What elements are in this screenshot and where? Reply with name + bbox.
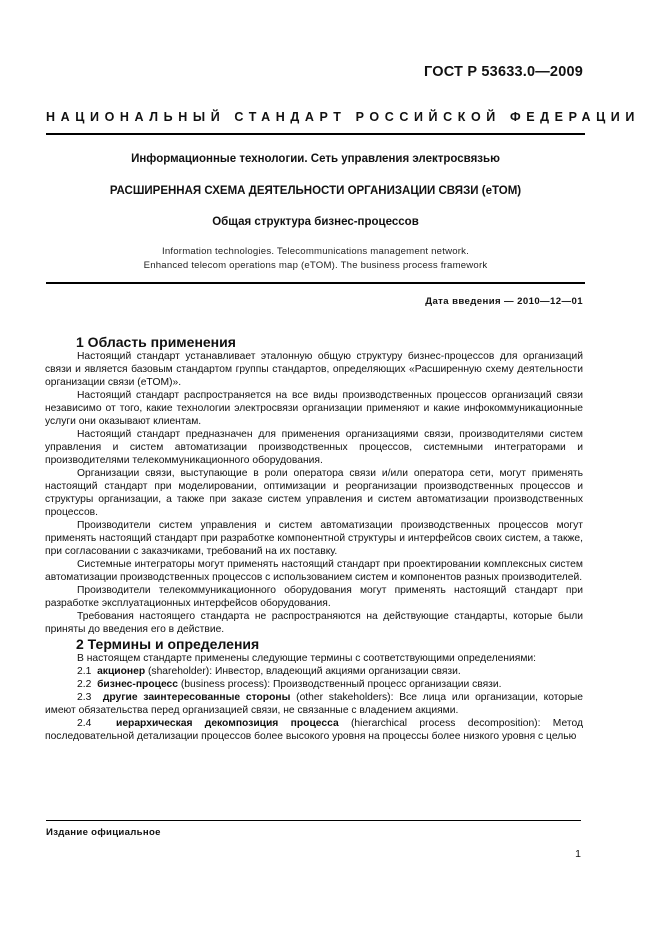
section-2-intro: В настоящем стандарте применены следующие термины с соответствующими определениями: <box>77 653 537 664</box>
term-text: (other stakeholders): Все лица или организации, которые имеют обязательства перед организацией связи, не связанные с владением акциями. <box>45 692 583 716</box>
term-name: бизнес-процесс <box>97 679 179 690</box>
term-definition <box>45 717 583 743</box>
term-name: иерархическая декомпозиция процесса <box>115 718 339 729</box>
term-text: (shareholder): Инвестор, владеющий акциями организации связи. <box>145 666 461 677</box>
title-line-1: Информационные технологии. Сеть управления электросвязью <box>131 153 500 165</box>
section-2-body <box>45 652 583 743</box>
footer-rule <box>46 820 581 821</box>
paragraph: Настоящий стандарт устанавливает эталонную общую структуру бизнес-процессов для организаций связи и является базовым стандартом группы стандартов, определяющих «Расширенную схему деятельности организации связи (eTOM)». <box>45 351 583 388</box>
term-definition <box>45 678 583 691</box>
paragraph: Настоящий стандарт предназначен для применения организациями связи, производителями систем управления и систем автоматизации производственных процессов, системными интеграторами и производителями телекоммуникационного оборудования. <box>45 429 583 466</box>
paragraph: Требования настоящего стандарта не распространяются на действующие стандарты, которые были приняты до введения его в действие. <box>45 611 583 635</box>
term-definition <box>45 691 583 717</box>
paragraph: Настоящий стандарт распространяется на все виды производственных процессов организаций связи независимо от того, какие технологии электросвязи организации применяют и какие инфокоммуникационные услуги они оказывают клиентам. <box>45 390 583 427</box>
term-number: 2.2 <box>77 679 92 690</box>
term-text: (hierarchical process decomposition): Метод последовательной детализации процессов более высокого уровня на процессы более низкого уровня с целью <box>45 718 583 742</box>
paragraph: Производители систем управления и систем автоматизации производственных процессов могут применять настоящий стандарт при разработке компонентной структуры и интерфейсов своих систем, а также, при согласовании с заказчиками, требований на их поставку. <box>45 520 583 557</box>
english-title-1: Information technologies. Telecommunications management network. <box>162 246 469 257</box>
edition-label: Издание официальное <box>46 827 161 838</box>
title-line-2: РАСШИРЕННАЯ СХЕМА ДЕЯТЕЛЬНОСТИ ОРГАНИЗАЦИИ СВЯЗИ (eTOM) <box>109 185 522 197</box>
gost-number: ГОСТ Р 53633.0—2009 <box>424 64 583 80</box>
term-number: 2.3 <box>77 692 92 703</box>
term-number: 2.4 <box>77 718 92 729</box>
paragraph: Системные интеграторы могут применять настоящий стандарт при проектировании комплексных систем автоматизации производственных процессов с использованием систем и компонентов разных производителей. <box>45 559 583 583</box>
term-definition <box>45 665 583 678</box>
national-standard-banner: НАЦИОНАЛЬНЫЙ СТАНДАРТ РОССИЙСКОЙ ФЕДЕРАЦИИ <box>46 110 640 124</box>
term-text: (business process): Производственный процесс организации связи. <box>178 679 502 690</box>
introduction-date: Дата введения — 2010—12—01 <box>425 296 583 307</box>
paragraph: Организации связи, выступающие в роли оператора связи и/или оператора сети, могут применять настоящий стандарт при моделировании, оптимизации и реорганизации производственных процессов и структуры организации, а также при заказе систем управления и систем автоматизации производственных процессов. <box>45 468 583 518</box>
title-rule <box>46 282 585 284</box>
term-name: акционер <box>97 666 146 677</box>
document-body <box>45 334 583 743</box>
section-1-heading: 1 Область применения <box>76 334 236 350</box>
header-rule <box>46 133 585 135</box>
paragraph: Производители телекоммуникационного оборудования могут применять настоящий стандарт при разработке эксплуатационных интерфейсов оборудования. <box>45 585 583 609</box>
english-title-2: Enhanced telecom operations map (eTOM). The business process framework <box>143 260 488 271</box>
section-1-body <box>45 350 583 636</box>
term-name: другие заинтересованные стороны <box>102 692 291 703</box>
term-number: 2.1 <box>77 666 92 677</box>
section-2-heading: 2 Термины и определения <box>76 636 260 652</box>
page-number: 1 <box>575 848 581 860</box>
title-block <box>46 153 585 273</box>
title-line-3: Общая структура бизнес-процессов <box>212 216 419 228</box>
